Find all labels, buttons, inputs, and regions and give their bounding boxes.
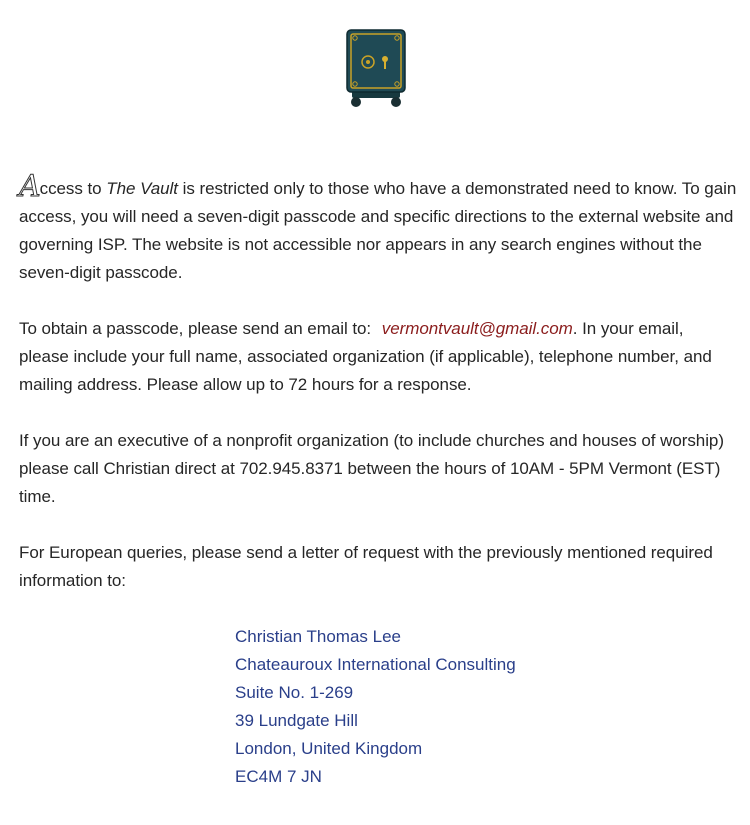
- access-info: [19, 169, 737, 623]
- vault-name: The Vault: [106, 179, 178, 198]
- address-line-suite: Suite No. 1-269: [235, 683, 354, 702]
- european-paragraph: For European queries, please send a letter of request with the previously mentioned required information to:: [19, 543, 713, 590]
- passcode-text-start: To obtain a passcode, please send an email to:: [19, 319, 376, 338]
- address-line-city: London, United Kingdom: [235, 739, 423, 758]
- address-line-company: Chateauroux International Consulting: [235, 655, 516, 674]
- email-link[interactable]: vermontvault@gmail.com: [381, 319, 573, 338]
- mailing-address: [235, 623, 516, 791]
- passcode-paragraph: [19, 315, 737, 399]
- address-line-name: Christian Thomas Lee: [235, 627, 401, 646]
- vault-safe-icon: [344, 28, 408, 112]
- passcode-text-rest: . In your email, please include your full name, associated organization (if applicable), telephone number, and mailing address. Please allow up to 72 hours for a response.: [19, 319, 712, 394]
- address-line-street: 39 Lundgate Hill: [235, 711, 358, 730]
- intro-paragraph: [19, 169, 737, 287]
- nonprofit-paragraph: If you are an executive of a nonprofit organization (to include churches and houses of worship) please call Christian direct at 702.945.8371 between the hours of 10AM - 5PM Vermont (EST) time.: [19, 431, 724, 506]
- dropcap-letter: A: [19, 169, 41, 204]
- address-line-postcode: EC4M 7 JN: [235, 767, 322, 786]
- intro-text-start: ccess to: [39, 179, 107, 198]
- intro-text-rest: is restricted only to those who have a demonstrated need to know. To gain access, you will need a seven-digit passcode and specific directions to the external website and governing ISP. The website is not accessible nor appears in any search engines without the seven-digit passcode.: [19, 179, 737, 282]
